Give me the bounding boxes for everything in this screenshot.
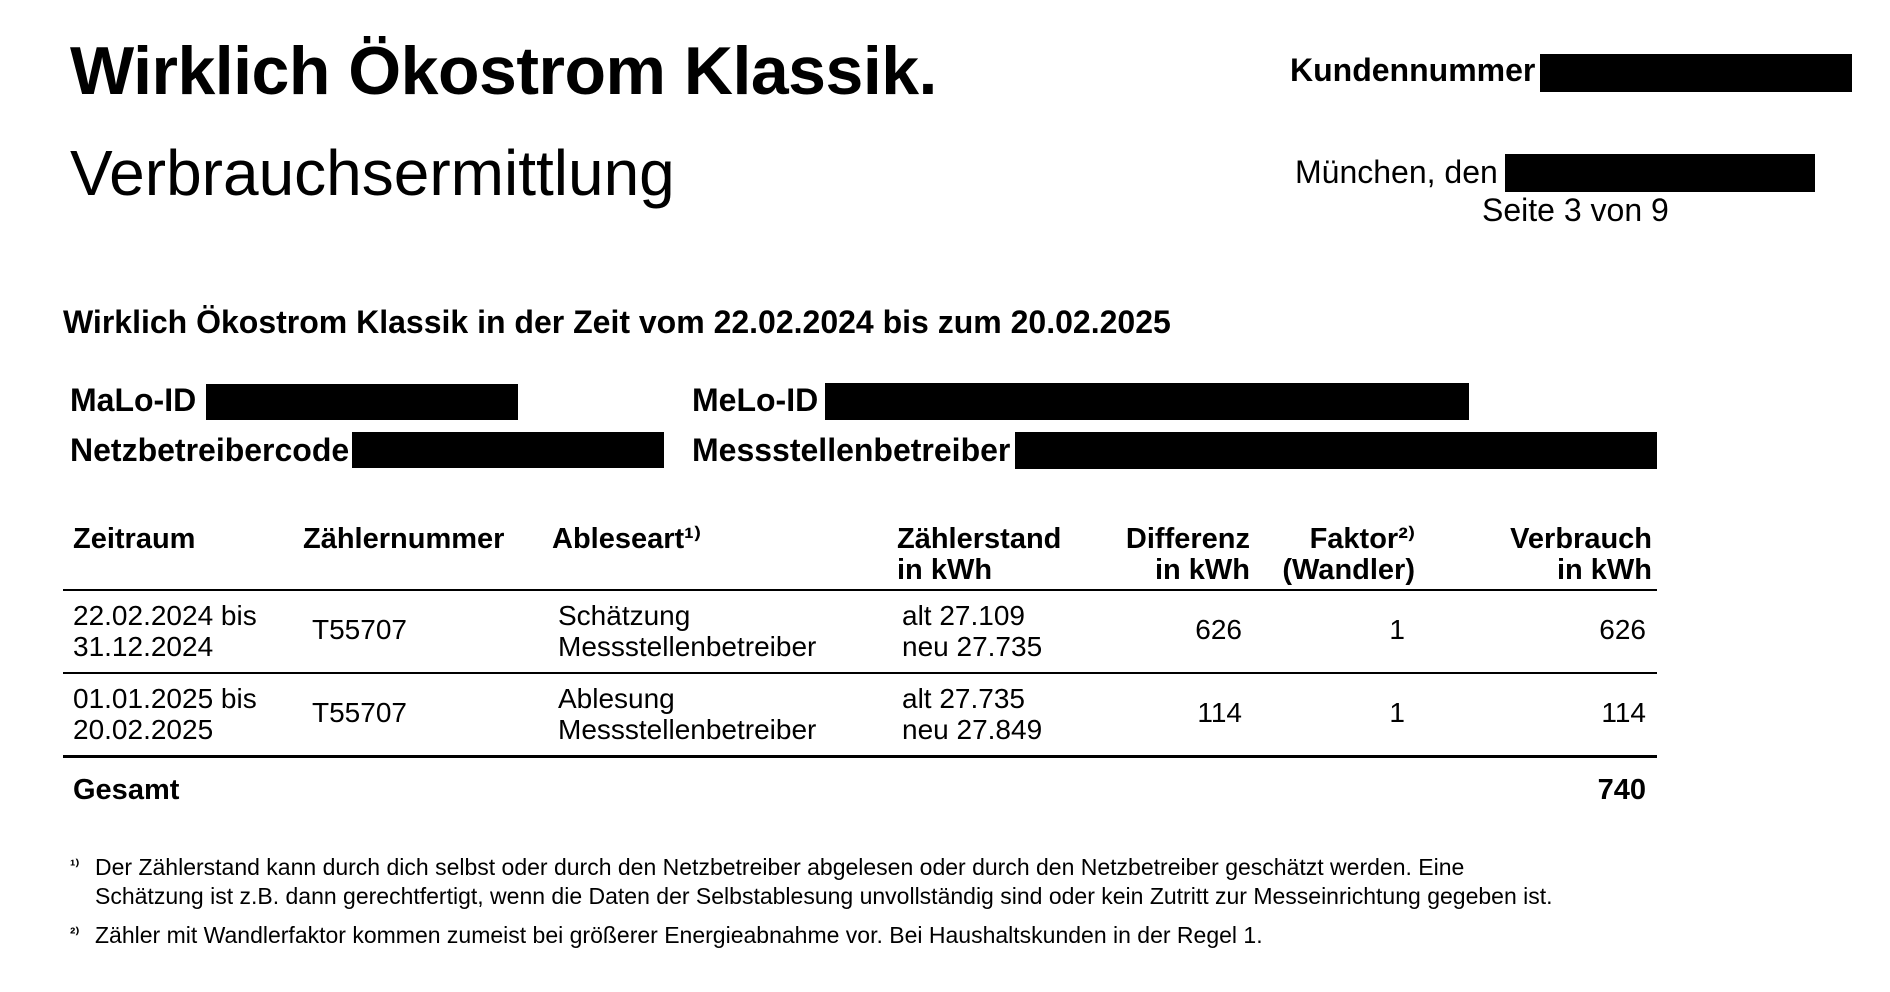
cell-zeitraum (73, 683, 257, 745)
cell-zeitraum-line2: 31.12.2024 (73, 631, 214, 662)
column-header-faktor-line2: (Wandler) (1282, 554, 1415, 586)
table-header-divider (63, 589, 1657, 591)
column-header-verbrauch-line2: in kWh (1556, 554, 1652, 586)
cell-verbrauch: 114 (1601, 697, 1646, 728)
billing-period-heading: Wirklich Ökostrom Klassik in der Zeit vom 22.02.2024 bis zum 20.02.2025 (63, 304, 1171, 340)
cell-zaehlernummer: T55707 (312, 697, 407, 728)
column-header-differenz-line1: Differenz (1125, 523, 1250, 555)
cell-zaehlerstand (902, 683, 1042, 745)
column-header-zaehlerstand-line2: in kWh (897, 554, 993, 586)
cell-ableseart-line2: Messstellenbetreiber (558, 714, 817, 745)
messstellenbetreiber-redaction (1015, 432, 1657, 469)
total-label: Gesamt (73, 774, 180, 806)
footnote-1-line1: Der Zählerstand kann durch dich selbst oder durch den Netzbetreiber abgelesen oder durch den Netzbetreiber geschätzt werden. Eine (95, 854, 1465, 880)
cell-stand-alt: alt 27.109 (902, 600, 1025, 631)
footnote-1-line2: Schätzung ist z.B. dann gerechtfertigt, wenn die Daten der Selbstablesung unvollständig sind oder kein Zutritt zur Messeinrichtung gegeben ist. (95, 883, 1553, 909)
column-header-zaehlerstand-line1: Zählerstand (897, 523, 1062, 555)
table-row-divider (63, 672, 1657, 674)
cell-verbrauch: 626 (1599, 614, 1646, 645)
total-value: 740 (1597, 774, 1646, 806)
malo-id-redaction (206, 384, 518, 420)
customer-number-redaction (1540, 54, 1852, 92)
customer-number-label: Kundennummer (1290, 52, 1536, 88)
column-header-differenz (1080, 524, 1250, 586)
netzbetreibercode-label: Netzbetreibercode (70, 432, 350, 468)
column-header-zeitraum: Zeitraum (73, 523, 196, 555)
cell-stand-neu: neu 27.849 (902, 714, 1043, 745)
document-subtitle: Verbrauchsermittlung (70, 137, 675, 209)
cell-zeitraum-line1: 22.02.2024 bis (73, 600, 257, 631)
table-total-divider (63, 755, 1657, 758)
column-header-ableseart: Ableseart¹⁾ (552, 523, 701, 555)
cell-zaehlerstand (902, 600, 1042, 662)
cell-faktor: 1 (1389, 614, 1405, 645)
melo-id-label: MeLo-ID (692, 382, 819, 418)
column-header-verbrauch-line1: Verbrauch (1510, 523, 1652, 555)
cell-ableseart-line1: Schätzung (558, 600, 691, 631)
messstellenbetreiber-label: Messstellenbetreiber (692, 432, 1011, 468)
city-date-label: München, den (1295, 154, 1498, 190)
melo-id-redaction (825, 383, 1469, 420)
footnote-1-mark: ¹⁾ (70, 858, 80, 875)
column-header-zaehlerstand (897, 524, 1061, 586)
cell-ableseart (558, 600, 816, 662)
netzbetreibercode-redaction (352, 432, 664, 468)
cell-zaehlernummer: T55707 (312, 614, 407, 645)
cell-stand-alt: alt 27.735 (902, 683, 1025, 714)
cell-ableseart-line1: Ablesung (558, 683, 675, 714)
cell-differenz: 114 (1197, 697, 1242, 728)
cell-stand-neu: neu 27.735 (902, 631, 1043, 662)
column-header-zaehlernummer: Zählernummer (303, 523, 505, 555)
cell-zeitraum (73, 600, 257, 662)
footnote-2-mark: ²⁾ (70, 926, 80, 943)
malo-id-label: MaLo-ID (70, 382, 197, 418)
cell-zeitraum-line1: 01.01.2025 bis (73, 683, 257, 714)
cell-faktor: 1 (1389, 697, 1405, 728)
cell-differenz: 626 (1195, 614, 1242, 645)
column-header-differenz-line2: in kWh (1154, 554, 1250, 586)
document-title: Wirklich Ökostrom Klassik. (70, 33, 937, 109)
footnote-2-line1: Zähler mit Wandlerfaktor kommen zumeist bei größerer Energieabnahme vor. Bei Haushaltskunden in der Regel 1. (95, 922, 1263, 948)
cell-ableseart (558, 683, 816, 745)
date-redaction (1505, 154, 1815, 192)
column-header-verbrauch (1420, 524, 1652, 586)
page-indicator: Seite 3 von 9 (1482, 192, 1669, 228)
cell-ableseart-line2: Messstellenbetreiber (558, 631, 817, 662)
column-header-faktor-line1: Faktor²⁾ (1309, 523, 1415, 555)
cell-zeitraum-line2: 20.02.2025 (73, 714, 214, 745)
column-header-faktor (1250, 524, 1415, 586)
